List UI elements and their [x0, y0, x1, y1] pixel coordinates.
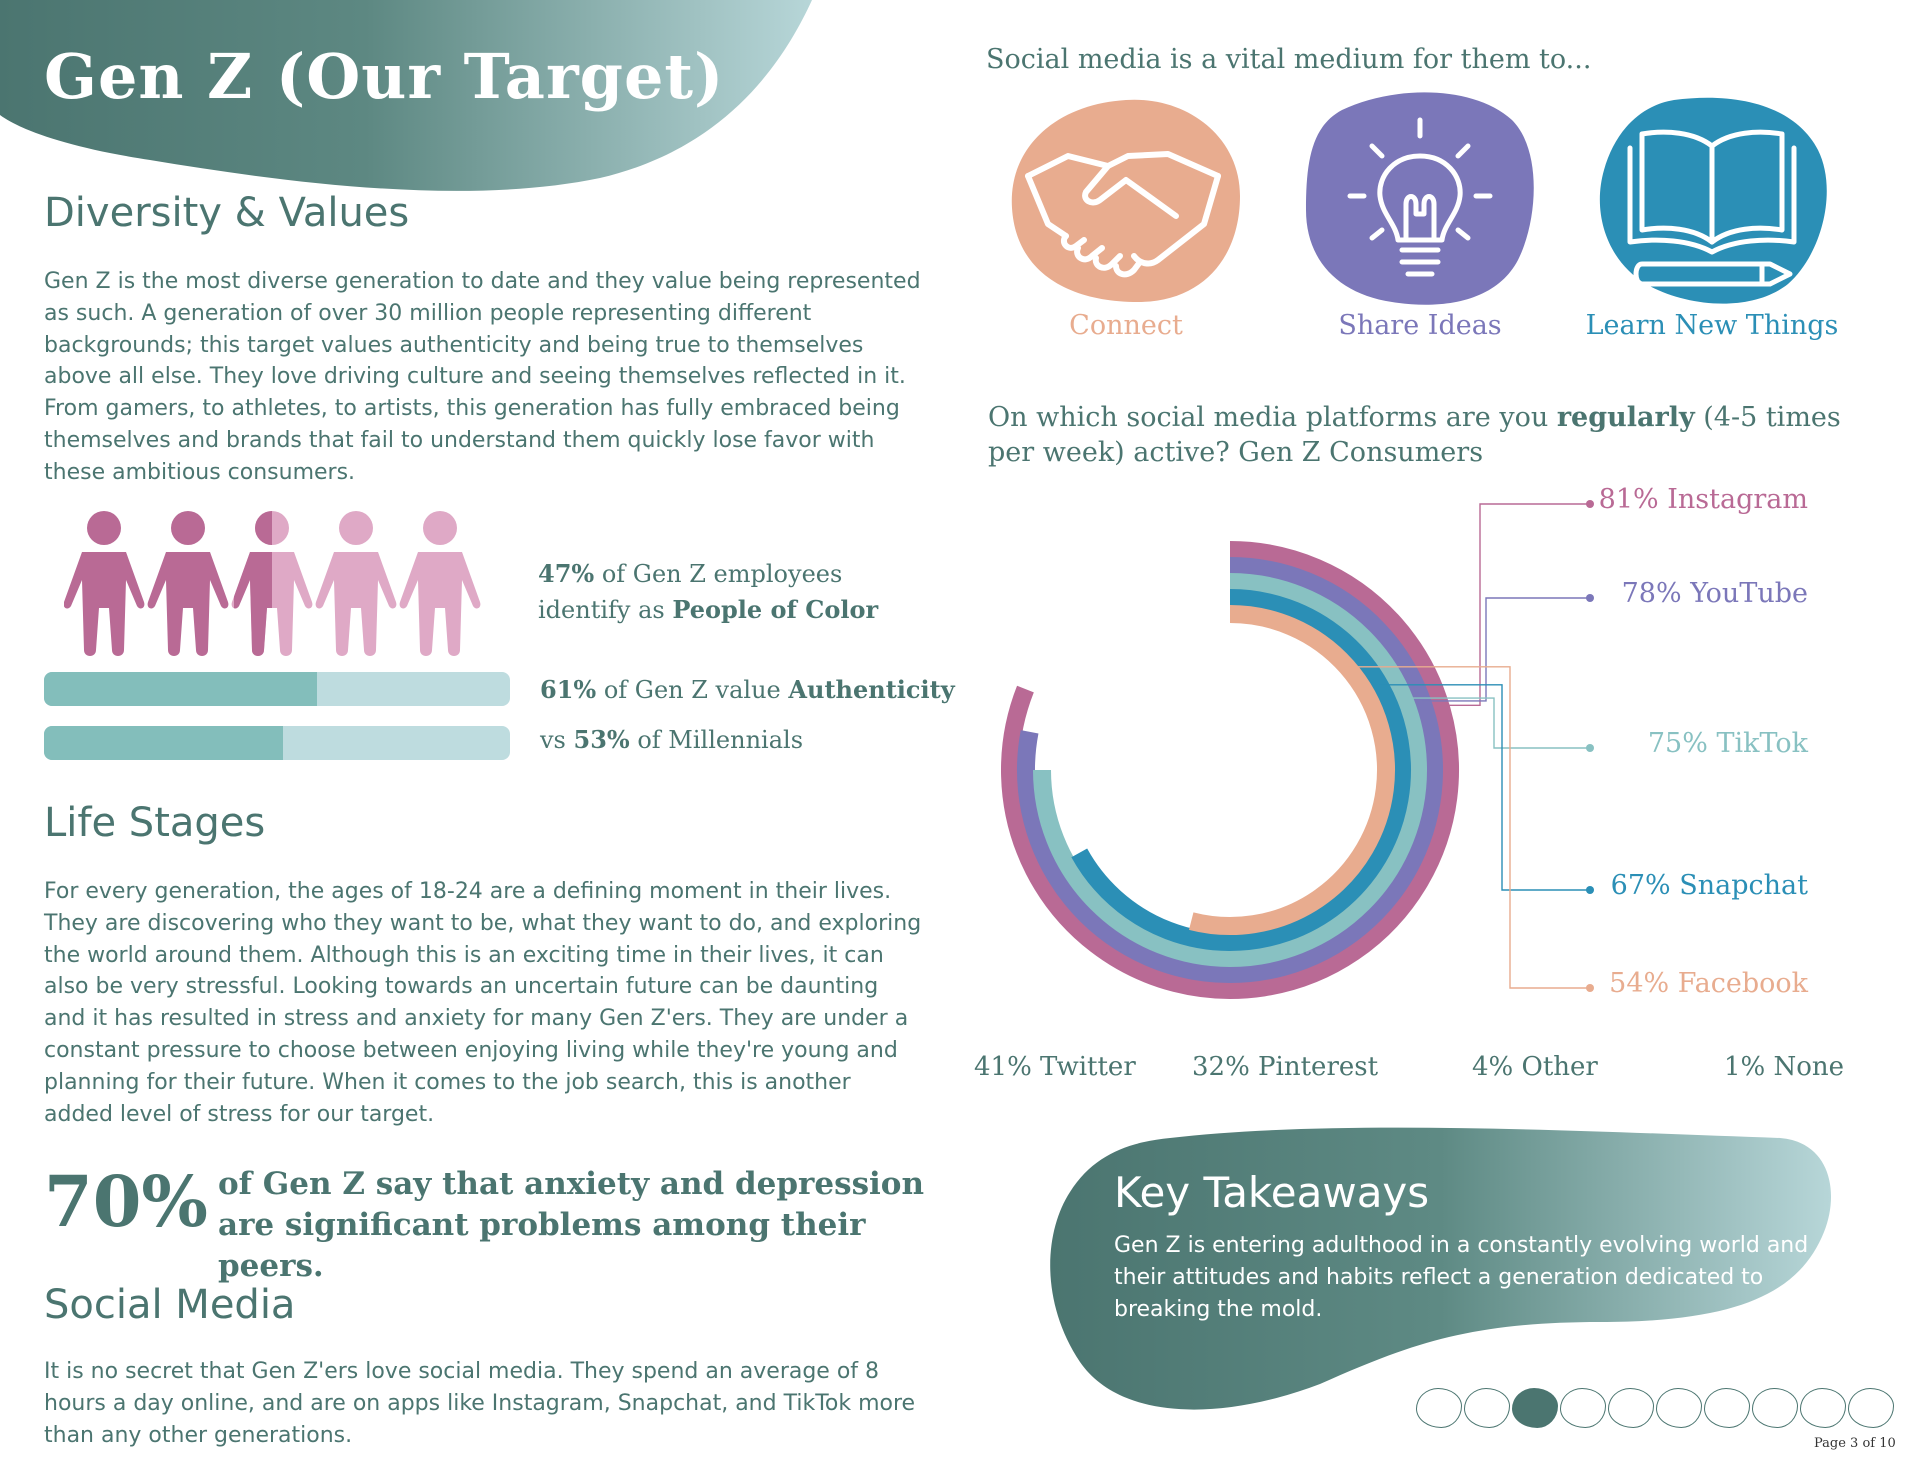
share-ideas-blob: [1302, 90, 1538, 310]
page-dot-4[interactable]: [1560, 1388, 1606, 1428]
person-icon-4: [316, 511, 397, 656]
poc-text-a: of Gen Z employees: [594, 560, 843, 588]
page-dot-2[interactable]: [1464, 1388, 1510, 1428]
none-label: 1% None: [1724, 1052, 1845, 1082]
person-icon-1: [64, 511, 144, 656]
pagination-dots: [1416, 1388, 1896, 1432]
millennials-stat: [540, 722, 803, 758]
millennials-bar: [44, 726, 510, 760]
millennials-bar-fill: [44, 726, 283, 760]
takeaways-text: Gen Z is entering adulthood in a constantly evolving world and their attitudes and habits reflect a generation dedicated to breaking the mold.: [1114, 1233, 1809, 1322]
anxiety-stat-text: of Gen Z say that anxiety and depression are significant problems among their peers.: [218, 1166, 925, 1284]
snapchat-label: 67% Snapchat: [1610, 870, 1808, 901]
page-title: Gen Z (Our Target): [44, 40, 725, 113]
learn-blob: [1594, 94, 1830, 306]
pinterest-label: 32% Pinterest: [1192, 1052, 1379, 1082]
diversity-heading: Diversity & Values: [44, 190, 410, 236]
social-paragraph: It is no secret that Gen Z'ers love social media. They spend an average of 8 hours a day online, and are on apps like Instagram, Snapchat, and TikTok more than any other generations.: [44, 1359, 916, 1448]
question-pre: On which social media platforms are you: [988, 402, 1557, 433]
authenticity-bar-fill: [44, 672, 317, 706]
instagram-label: 81% Instagram: [1598, 484, 1808, 515]
poc-text-b: identify as: [538, 596, 673, 624]
authenticity-bar: [44, 672, 510, 706]
page-dot-9[interactable]: [1800, 1388, 1846, 1428]
millennials-percent: 53%: [573, 725, 630, 754]
question-post: (4-5 times per week) active? Gen Z Consumers: [988, 402, 1841, 468]
poc-strong: People of Color: [672, 595, 879, 624]
life-paragraph: For every generation, the ages of 18-24 are a defining moment in their lives. They are discovering who they want to be, what they want to do, and exploring the world around them. Although this is an exciting time in their lives, it can also be very stressful. Looking towards an uncertain future can be daunting and it has resulted in stress and anxiety for many Gen Z'ers. They are under a constant pressure to choose between enjoying living while they're young and planning for their future. When it comes to the job search, this is another added level of stress for our target.: [44, 879, 922, 1127]
platform-question: [988, 400, 1888, 470]
tiktok-label: 75% TikTok: [1647, 728, 1808, 759]
page-dot-3[interactable]: [1512, 1388, 1558, 1428]
twitter-label: 41% Twitter: [974, 1052, 1136, 1082]
radial-bar-snapchat: [1079, 598, 1402, 942]
authenticity-stat: [540, 672, 955, 708]
millennials-pre: vs: [540, 726, 574, 754]
page-dot-7[interactable]: [1704, 1388, 1750, 1428]
learn-label: Learn New Things: [1585, 310, 1839, 341]
takeaways-heading: Key Takeaways: [1114, 1168, 1430, 1217]
social-heading: Social Media: [44, 1282, 296, 1328]
poc-percent: 47%: [538, 559, 595, 588]
authenticity-strong: Authenticity: [788, 675, 955, 704]
anxiety-big-stat: 70%: [44, 1160, 208, 1243]
person-icon-3: [232, 511, 313, 656]
people-icon-group: [64, 510, 494, 660]
authenticity-percent: 61%: [540, 675, 597, 704]
other-label: 4% Other: [1472, 1052, 1598, 1082]
connect-blob: [1008, 96, 1244, 306]
millennials-post: of Millennials: [629, 726, 804, 754]
person-icon-2: [148, 511, 229, 656]
radial-bar-tiktok: [1042, 582, 1418, 958]
radial-bar-chart: [980, 480, 1820, 1040]
life-heading: Life Stages: [44, 800, 266, 846]
poc-stat: [538, 556, 878, 628]
page-indicator: Page 3 of 10: [1814, 1436, 1896, 1451]
diversity-paragraph: Gen Z is the most diverse generation to date and they value being represented as such. A generation of over 30 million people representing different backgrounds; this target values authenticity and being true to themselves above all else. They love driving culture and seeing themselves reflected in it. From gamers, to athletes, to artists, this generation has fully embraced being themselves and brands that fail to understand them quickly lose favor with these ambitious consumers.: [44, 269, 921, 485]
youtube-label: 78% YouTube: [1621, 578, 1808, 609]
question-strong: regularly: [1556, 402, 1695, 433]
page-dot-10[interactable]: [1848, 1388, 1894, 1428]
radial-bar-youtube: [1026, 566, 1434, 974]
page-dot-6[interactable]: [1656, 1388, 1702, 1428]
connect-label: Connect: [1069, 310, 1183, 341]
page-dot-8[interactable]: [1752, 1388, 1798, 1428]
authenticity-text: of Gen Z value: [596, 676, 789, 704]
facebook-label: 54% Facebook: [1609, 968, 1808, 999]
medium-heading: Social media is a vital medium for them to...: [986, 44, 1592, 75]
person-icon-5: [400, 511, 481, 656]
page-dot-5[interactable]: [1608, 1388, 1654, 1428]
share-ideas-label: Share Ideas: [1338, 310, 1502, 341]
page-dot-1[interactable]: [1416, 1388, 1462, 1428]
